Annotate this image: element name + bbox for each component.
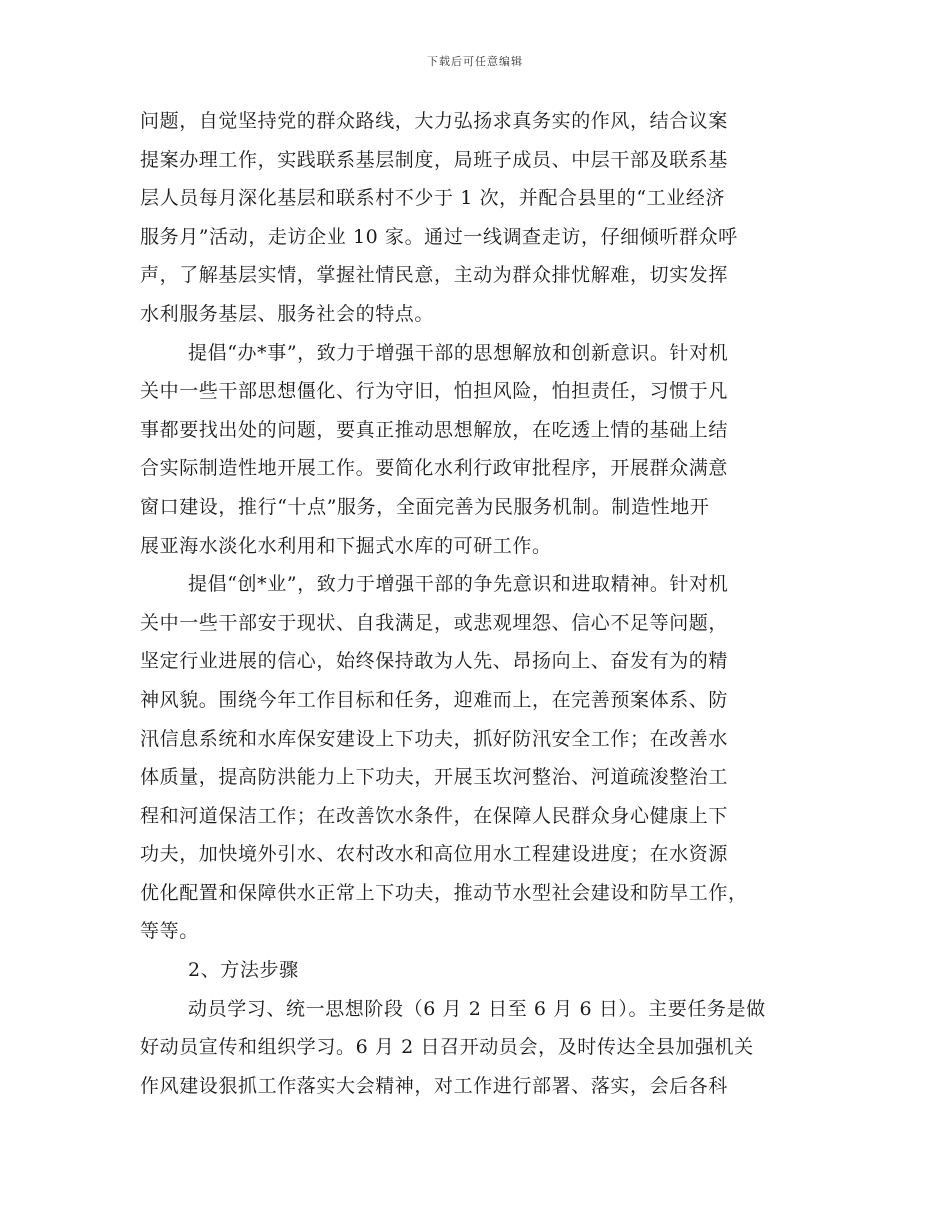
- text-line: 神风貌。围绕今年工作目标和任务，迎难而上，在完善预案体系、防: [140, 688, 729, 711]
- text-line: 声，了解基层实情，掌握社情民意，主动为群众排忧解难，切实发挥: [140, 264, 729, 287]
- text-line: 展亚海水淡化水利用和下掘式水库的可研工作。: [140, 534, 552, 557]
- text-line: 关中一些干部安于现状、自我满足，或悲观埋怨、信心不足等问题，: [140, 611, 729, 634]
- text-line: 问题，自觉坚持党的群众路线，大力弘扬求真务实的作风，结合议案: [140, 110, 729, 132]
- text-line: 关中一些干部思想僵化、行为守旧，怕担风险，怕担责任，习惯于凡: [140, 380, 729, 403]
- text-line: 功夫，加快境外引水、农村改水和高位用水工程建设进度；在水资源: [140, 843, 729, 866]
- text-line: 好动员宣传和组织学习。6 月 2 日召开动员会，及时传达全县加强机关: [140, 1036, 754, 1059]
- text-line: 等等。: [140, 920, 199, 943]
- text-line: 服务月”活动，走访企业 10 家。通过一线调查走访，仔细倾听群众呼: [140, 225, 738, 248]
- text-line: 提倡“办*事”，致力于增强干部的思想解放和创新意识。针对机: [188, 341, 729, 364]
- text-line: 事都要找出处的问题，要真正推动思想解放，在吃透上情的基础上结: [140, 418, 729, 441]
- text-line: 坚定行业进展的信心，始终保持敢为人先、昂扬向上、奋发有为的精: [140, 650, 729, 673]
- text-line: 水利服务基层、服务社会的特点。: [140, 302, 435, 325]
- text-line: 优化配置和保障供水正常上下功夫，推动节水型社会建设和防旱工作，: [140, 881, 748, 904]
- document-body: [140, 102, 810, 1105]
- paragraph: [140, 334, 810, 566]
- text-line: 提倡“创*业”，致力于增强干部的争先意识和进取精神。针对机: [188, 573, 729, 596]
- page-header: 下载后可任意编辑: [427, 55, 523, 68]
- text-line: 提案办理工作，实践联系基层制度，局班子成员、中层干部及联系基: [140, 148, 729, 171]
- text-line: 程和河道保洁工作；在改善饮水条件，在保障人民群众身心健康上下: [140, 804, 729, 827]
- paragraph: [140, 565, 810, 951]
- text-line: 动员学习、统一思想阶段（6 月 2 日至 6 月 6 日）。主要任务是做: [188, 997, 766, 1020]
- section-heading: [140, 951, 810, 990]
- text-line: 窗口建设，推行“十点”服务，全面完善为民服务机制。制造性地开: [140, 495, 710, 518]
- text-line: 作风建设狠抓工作落实大会精神，对工作进行部署、落实，会后各科: [140, 1074, 729, 1097]
- text-line: 汛信息系统和水库保安建设上下功夫，抓好防汛安全工作；在改善水: [140, 727, 729, 750]
- paragraph: [140, 102, 810, 334]
- text-line: 合实际制造性地开展工作。要简化水利行政审批程序，开展群众满意: [140, 457, 729, 480]
- text-line: 体质量，提高防洪能力上下功夫，开展玉坎河整治、河道疏浚整治工: [140, 766, 729, 789]
- text-line: 2、方法步骤: [188, 959, 299, 982]
- paragraph: [140, 990, 810, 1106]
- text-line: 层人员每月深化基层和联系村不少于 1 次，并配合县里的“工业经济: [140, 187, 726, 210]
